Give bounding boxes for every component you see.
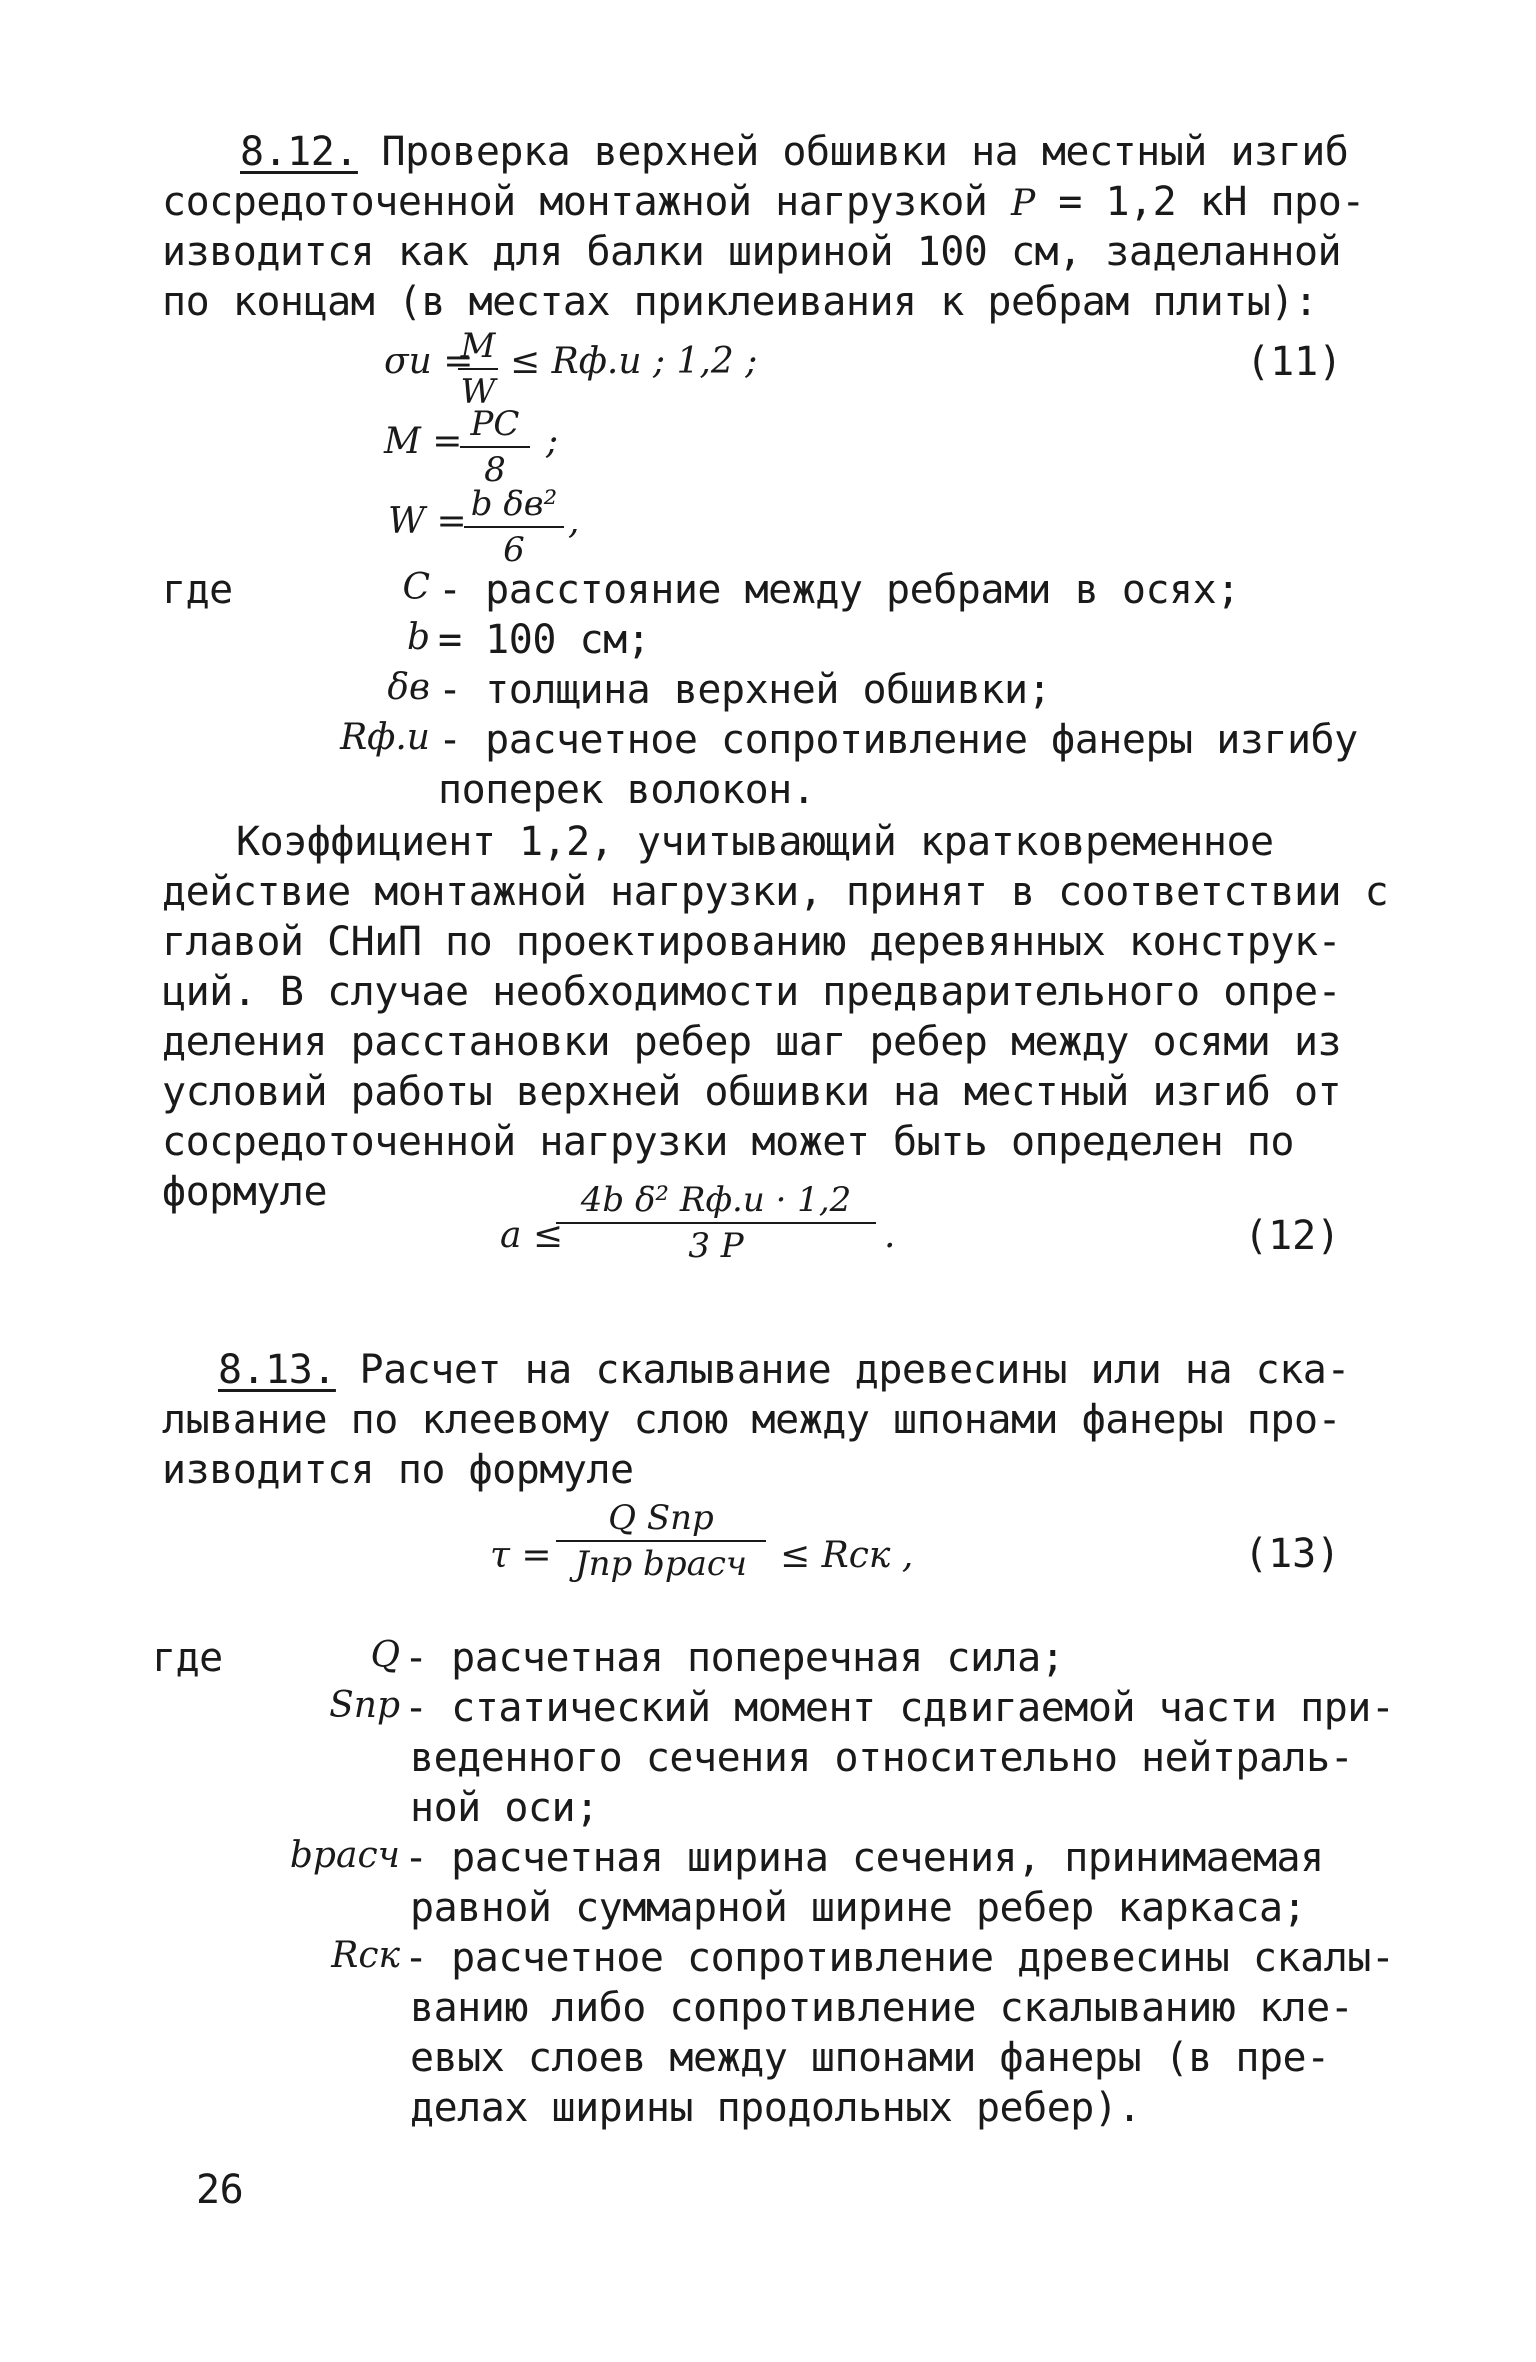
- para-line-7: сосредоточенной нагрузки может быть определен по: [162, 1119, 1294, 1165]
- page-number: 26: [196, 2167, 244, 2213]
- para-line-5: деления расстановки ребер шаг ребер между осями из: [162, 1019, 1342, 1065]
- def2-text-b-2: равной суммарной ширине ребер каркаса;: [410, 1885, 1307, 1931]
- eq11-w-lhs: W =: [388, 501, 467, 542]
- eq11-sigma-fraction: M W: [458, 326, 498, 412]
- eq12-tail: .: [884, 1215, 896, 1256]
- where-label-2: где: [152, 1635, 223, 1681]
- def2-text-r-3: евых слоев между шпонами фанеры (в пре-: [410, 2035, 1330, 2081]
- para-line-6: условий работы верхней обшивки на местный изгиб от: [162, 1069, 1342, 1115]
- eq11-sigma-rhs: ≤ Rф.и ; 1,2 ;: [510, 341, 758, 382]
- eq11-m-fraction: PC 8: [460, 404, 530, 490]
- def-text-rfi: - расчетное сопротивление фанеры изгибу: [438, 717, 1358, 763]
- def2-text-b-1: - расчетная ширина сечения, принимаемая: [404, 1835, 1324, 1881]
- eq11-m-lhs: M =: [384, 421, 463, 462]
- section-8-12-line-4: по концам (в местах приклеивания к ребрам плиты):: [162, 279, 1318, 325]
- where-label-1: где: [162, 567, 233, 613]
- def-text-rfi-cont: поперек волокон.: [438, 767, 816, 813]
- eq12-lhs: a ≤: [500, 1215, 564, 1256]
- def2-text-s-2: веденного сечения относительно нейтраль-: [410, 1735, 1354, 1781]
- section-8-12-line-2: сосредоточенной монтажной нагрузкой P = 1,2 кН про-: [162, 179, 1365, 225]
- para-line-1: Коэффициент 1,2, учитывающий кратковременное: [236, 819, 1274, 865]
- load-symbol: P: [1010, 183, 1035, 224]
- section-8-12-line-1: 8.12. Проверка верхней обшивки на местный изгиб: [240, 129, 1349, 175]
- eq11-w-tail: ,: [568, 501, 580, 542]
- para-line-2: действие монтажной нагрузки, принят в соответствии с: [162, 869, 1389, 915]
- def2-symbol-r: Rск: [331, 1935, 400, 1976]
- section-8-13-line-1: 8.13. Расчет на скалывание древесины или на ска-: [218, 1347, 1350, 1393]
- eq13-lhs: τ =: [490, 1535, 552, 1576]
- def2-text-q-1: - расчетная поперечная сила;: [404, 1635, 1065, 1681]
- eq11-sigma-lhs: σи =: [384, 341, 474, 382]
- eq11-number: (11): [1246, 339, 1343, 385]
- def-symbol-delta: δв: [387, 667, 430, 708]
- eq13-rhs: ≤ Rск ,: [780, 1535, 914, 1576]
- def-text-delta: - толщина верхней обшивки;: [438, 667, 1052, 713]
- def2-text-s-1: - статический момент сдвигаемой части при-: [404, 1685, 1395, 1731]
- section-8-13-line-2: лывание по клеевому слою между шпонами фанеры про-: [162, 1397, 1342, 1443]
- section-number-8-12: 8.12.: [240, 129, 358, 175]
- def2-symbol-s: Sпр: [329, 1685, 400, 1726]
- def-text-c: - расстояние между ребрами в осях;: [438, 567, 1240, 613]
- def2-text-s-3: ной оси;: [410, 1785, 599, 1831]
- para-line-4: ций. В случае необходимости предварительного опре-: [162, 969, 1342, 1015]
- def2-symbol-q: Q: [370, 1635, 400, 1676]
- def2-text-r-4: делах ширины продольных ребер).: [410, 2085, 1142, 2131]
- eq13-number: (13): [1244, 1531, 1341, 1577]
- para-line-3: главой СНиП по проектированию деревянных конструк-: [162, 919, 1342, 965]
- eq12-number: (12): [1244, 1213, 1341, 1259]
- section-8-12-line-3: изводится как для балки шириной 100 см, заделанной: [162, 229, 1342, 275]
- para-line-last: формуле: [162, 1169, 328, 1215]
- def-symbol-rfi: Rф.и: [340, 717, 430, 758]
- eq12-fraction: 4b δ² Rф.и · 1,2 3 P: [556, 1180, 876, 1266]
- eq11-m-tail: ;: [546, 421, 559, 462]
- def-text-b: = 100 см;: [438, 617, 651, 663]
- eq11-w-fraction: b δв² 6: [464, 484, 564, 570]
- def2-text-r-2: ванию либо сопротивление скалыванию кле-: [410, 1985, 1354, 2031]
- def2-symbol-b: bрасч: [289, 1835, 400, 1876]
- section-number-8-13: 8.13.: [218, 1347, 336, 1393]
- def-symbol-b: b: [406, 617, 430, 658]
- def-symbol-c: C: [402, 567, 430, 608]
- section-8-13-line-3: изводится по формуле: [162, 1447, 634, 1493]
- eq13-fraction: Q Sпр Jпр bрасч: [556, 1498, 766, 1584]
- def2-text-r-1: - расчетное сопротивление древесины скалы-: [404, 1935, 1395, 1981]
